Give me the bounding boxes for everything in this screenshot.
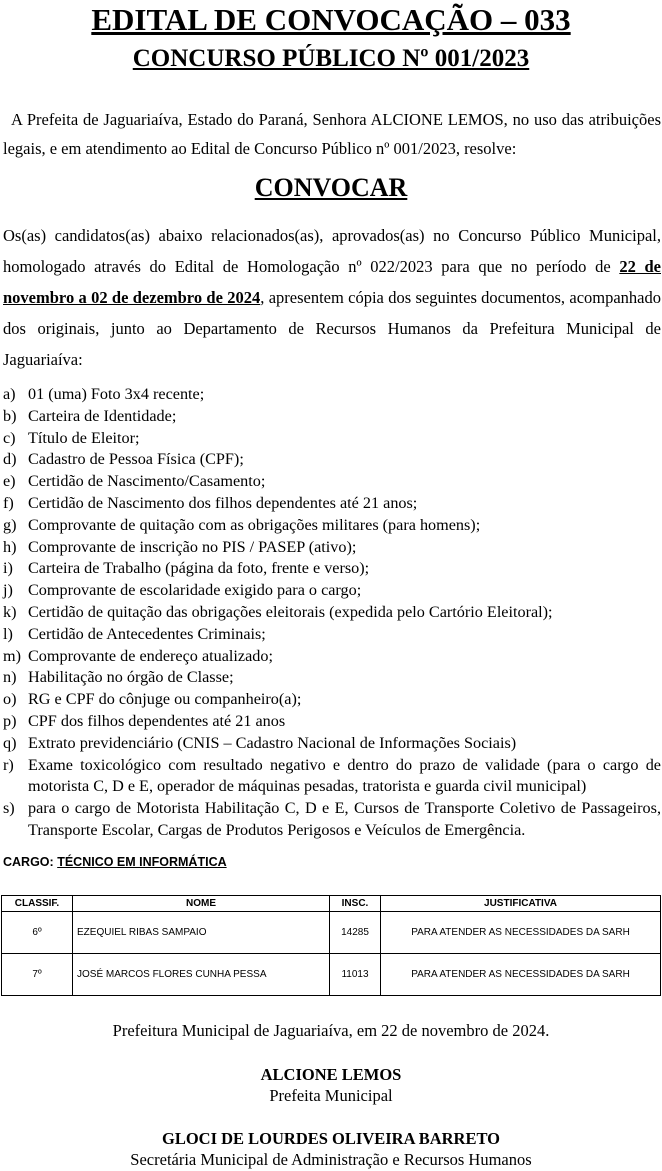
list-item-text: Cadastro de Pessoa Física (CPF); [28,450,244,469]
list-item [3,646,661,668]
list-item-text: Habilitação no órgão de Classe; [28,668,234,687]
cell-insc: 14285 [330,912,381,954]
list-item-text: Comprovante de quitação com as obrigações militares (para homens); [28,515,481,534]
list-item-text: Título de Eleitor; [28,428,140,447]
list-item-text: Certidão de Nascimento/Casamento; [28,472,266,491]
column-header-nome: NOME [73,896,330,912]
column-header-classif: CLASSIF. [2,896,73,912]
list-item-key: n) [3,668,17,687]
list-item [3,406,661,428]
documents-list [3,384,661,842]
cell-classif: 7º [2,954,73,996]
list-item-text: para o cargo de Motorista Habilitação C, D e E, Cursos de Transporte Coletivo de Passageiros, Transporte Escolar, Cargas de Produtos Perigosos e Veículos de Emergência. [28,799,661,839]
list-item [3,689,661,711]
cargo-value: TÉCNICO EM INFORMÁTICA [57,855,227,869]
cell-justificativa: PARA ATENDER AS NECESSIDADES DA SARH [381,912,661,954]
convocation-paragraph [3,220,661,375]
cell-insc: 11013 [330,954,381,996]
list-item-text: Certidão de Antecedentes Criminais; [28,624,266,643]
list-item-text: Comprovante de escolaridade exigido para o cargo; [28,581,362,600]
document-subtitle: CONCURSO PÚBLICO Nº 001/2023 [132,45,530,72]
list-item [3,733,661,755]
list-item [3,798,661,842]
list-item-key: m) [3,646,21,665]
list-item-text: RG e CPF do cônjuge ou companheiro(a); [28,690,302,709]
list-item [3,493,661,515]
list-item [3,428,661,450]
list-item-text: Carteira de Trabalho (página da foto, frente e verso); [28,559,370,578]
list-item [3,755,661,799]
paragraph-text-after: , apresentem cópia dos seguintes documentos, acompanhado dos originais, junto ao Departamento de Recursos Humanos da Prefeitura Municipal de Jaguariaíva: [3,288,661,369]
list-item [3,471,661,493]
cell-nome: EZEQUIEL RIBAS SAMPAIO [73,912,330,954]
list-item-text: Exame toxicológico com resultado negativo e dentro do prazo de validade (para o cargo de motorista C, D e E, operador de máquinas pesadas, tratorista e guarda civil municipal) [28,755,661,796]
list-item-key: i) [3,559,13,578]
list-item-key: f) [3,493,14,512]
list-item-text: Comprovante de inscrição no PIS / PASEP (ativo); [28,537,357,556]
list-item [3,711,661,733]
closing-line: Prefeitura Municipal de Jaguariaíva, em 22 de novembro de 2024. [112,1021,550,1040]
list-item [3,558,661,580]
list-item-text: Certidão de quitação das obrigações eleitorais (expedida pelo Cartório Eleitoral); [28,602,553,621]
period-highlight: 22 de novembro a 02 de dezembro de 2024 [3,257,661,307]
signature-name: ALCIONE LEMOS [260,1065,402,1084]
cell-nome: JOSÉ MARCOS FLORES CUNHA PESSA [73,954,330,996]
table-row [2,954,661,996]
list-item [3,449,661,471]
list-item-key: e) [3,472,16,491]
list-item-text: Extrato previdenciário (CNIS – Cadastro Nacional de Informações Sociais) [28,733,517,752]
list-item-key: b) [3,406,17,425]
intro-paragraph: A Prefeita de Jaguariaíva, Estado do Paraná, Senhora ALCIONE LEMOS, no uso das atribuições legais, e em atendimento ao Edital de Concurso Público nº 001/2023, resolve: [3,110,661,158]
cargo-line [3,854,227,870]
cargo-label: CARGO: [3,855,54,869]
document-title: EDITAL DE CONVOCAÇÃO – 033 [91,2,571,37]
candidates-table [1,895,661,996]
list-item-key: c) [3,428,16,447]
list-item-key: s) [3,799,15,818]
list-item-key: l) [3,624,13,643]
table-row [2,912,661,954]
list-item [3,580,661,602]
list-item-key: a) [3,385,16,403]
list-item [3,384,661,406]
list-item-key: p) [3,711,17,730]
list-item-key: r) [3,755,14,774]
signature-secretary [0,1128,662,1170]
list-item-text: Carteira de Identidade; [28,406,177,425]
list-item-key: j) [3,581,13,600]
paragraph-text-before: Os(as) candidatos(as) abaixo relacionados(as), aprovados(as) no Concurso Público Municipal, homologado através do Edital de Homologação nº 022/2023 para que no período de [3,226,661,276]
cell-justificativa: PARA ATENDER AS NECESSIDADES DA SARH [381,954,661,996]
list-item-text: CPF dos filhos dependentes até 21 anos [28,711,286,730]
signature-role: Secretária Municipal de Administração e Recursos Humanos [130,1150,532,1169]
list-item-text: 01 (uma) Foto 3x4 recente; [28,385,205,403]
list-item-text: Comprovante de endereço atualizado; [28,646,273,665]
list-item-key: k) [3,602,17,621]
list-item [3,537,661,559]
signature-mayor [0,1064,662,1106]
list-item [3,602,661,624]
list-item-key: o) [3,690,17,709]
signature-role: Prefeita Municipal [269,1086,393,1105]
list-item [3,515,661,537]
list-item [3,667,661,689]
list-item-key: d) [3,450,17,469]
cell-classif: 6º [2,912,73,954]
list-item-key: q) [3,733,17,752]
signature-name: GLOCI DE LOURDES OLIVEIRA BARRETO [161,1129,501,1148]
list-item-key: g) [3,515,17,534]
column-header-insc: INSC. [330,896,381,912]
list-item-key: h) [3,537,17,556]
convocar-heading: CONVOCAR [254,173,408,202]
column-header-justificativa: JUSTIFICATIVA [381,896,661,912]
list-item [3,624,661,646]
list-item-text: Certidão de Nascimento dos filhos dependentes até 21 anos; [28,493,418,512]
table-header-row [2,896,661,912]
